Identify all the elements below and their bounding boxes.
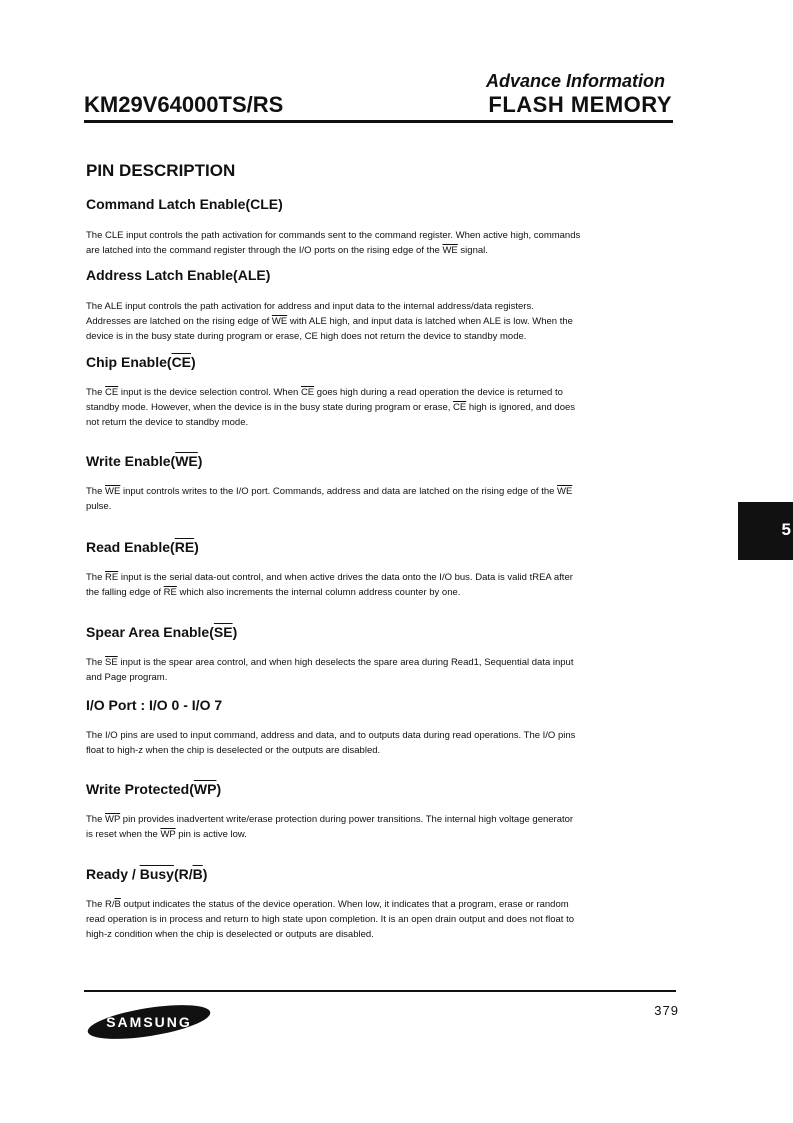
text-line: is reset when the $\overline{WP}$ pin is active low. (86, 829, 247, 840)
document-status-label: Advance Information (485, 71, 665, 91)
text-line: device is in the busy state during program or erase, CE high does not return the device to standby mode. (86, 331, 527, 342)
page-number: 379 (654, 1003, 679, 1018)
overlined-signal: $\overline{CE}$ (300, 387, 315, 398)
text-line: The $\overline{SE}$ input is the spear area control, and when high deselects the spare area during Read1, Sequential data input (86, 657, 574, 668)
text-line: The $R/\overline{B}$ output indicates the status of the device operation. When low, it indicates that a program, erase or random (86, 899, 569, 910)
overlined-signal: SE (213, 624, 233, 640)
overlined-signal: $\overline{WE}$ (442, 245, 458, 256)
pin-description-rb (86, 897, 674, 942)
document-type-title: FLASH MEMORY (488, 92, 672, 117)
overlined-signal: WE (175, 453, 198, 469)
text-line: standby mode. However, when the device is in the busy state during program or erase, $\overline{CE}$ high is ignored, and does (86, 402, 576, 413)
chapter-tab-number: 5 (781, 520, 791, 539)
section-title: PIN DESCRIPTION (86, 161, 236, 180)
overlined-signal: $\overline{WP}$ (105, 814, 121, 825)
pin-heading-se: Spear Area Enable(SE) (86, 624, 238, 640)
text-line: read operation is in process and return to high state upon completion. It is an open drain output and does not float to (86, 914, 574, 925)
samsung-logo (86, 1002, 216, 1040)
text-line: Addresses are latched on the rising edge of $\overline{WE}$ with ALE high, and input data is latched when ALE is low. When the (86, 316, 573, 327)
text-line: float to high-z when the chip is deselected or the outputs are disabled. (86, 745, 381, 756)
overlined-signal: WP (193, 781, 217, 797)
text-line: The $\overline{WE}$ input controls writes to the I/O port. Commands, address and data are latched on the rising edge of the $\overline{WE}$ (86, 486, 573, 497)
text-line: The CLE input controls the path activation for commands sent to the command register. When active high, commands (86, 230, 581, 241)
overlined-signal: Busy (139, 866, 174, 882)
overlined-signal: $\overline{CE}$ (105, 387, 119, 398)
header-divider (84, 120, 673, 123)
text-line: The $\overline{RE}$ input is the serial data-out control, and when active drives the data onto the I/O bus. Data is valid tREA after (86, 572, 573, 583)
text-line: The I/O pins are used to input command, address and data, and to outputs data during read operations. The I/O pins (86, 730, 576, 741)
overlined-signal: $\overline{WE}$ (105, 486, 121, 497)
pin-description-cle (86, 228, 674, 258)
text-line: The ALE input controls the path activation for address and input data to the internal address/data registers. (86, 301, 534, 312)
overlined-signal: RE (174, 539, 195, 555)
text-line: The $\overline{WP}$ pin provides inadvertent write/erase protection during power transitions. The internal high voltage generator (86, 814, 574, 825)
footer-divider (84, 990, 676, 992)
overlined-signal: $\overline{WE}$ (271, 316, 288, 327)
pin-description-wp (86, 812, 674, 842)
part-number-title: KM29V64000TS/RS (84, 92, 284, 117)
pin-description-io (86, 728, 674, 758)
text-line: high-z condition when the chip is deselected or outputs are disabled. (86, 929, 374, 940)
overlined-signal: $\overline{WE}$ (557, 486, 573, 497)
overlined-signal: $\overline{CE}$ (453, 402, 467, 413)
pin-heading-io: I/O Port : I/O 0 - I/O 7 (86, 697, 223, 713)
pin-description-ce (86, 385, 674, 430)
overlined-signal: B (192, 866, 203, 882)
pin-heading-re: Read Enable(RE) (86, 539, 199, 555)
text-line: not return the device to standby mode. (86, 417, 249, 428)
pin-heading-rb: Ready / Busy(R/B) (86, 866, 208, 882)
pin-description-re (86, 570, 674, 600)
overlined-signal: $\overline{RE}$ (163, 587, 177, 598)
pin-heading-we: Write Enable(WE) (86, 453, 203, 469)
pin-heading-ce: Chip Enable(CE) (86, 354, 196, 370)
pin-description-se (86, 655, 674, 685)
chapter-tab (738, 502, 793, 560)
overlined-signal: $\overline{B}$ (114, 899, 121, 910)
svg-text:SAMSUNG: SAMSUNG (106, 1014, 192, 1030)
pin-heading-cle: Command Latch Enable(CLE) (86, 196, 283, 212)
pin-description-we (86, 484, 674, 514)
text-line: pulse. (86, 501, 112, 512)
pin-heading-wp: Write Protected(WP) (86, 781, 222, 797)
overlined-signal: $\overline{RE}$ (105, 572, 119, 583)
text-line: the falling edge of $\overline{RE}$ which also increments the internal column address counter by one. (86, 587, 461, 598)
text-line: and Page program. (86, 672, 168, 683)
text-line: The $\overline{CE}$ input is the device selection control. When $\overline{CE}$ goes high during a read operation the device is returned to (86, 387, 563, 398)
overlined-signal: CE (171, 354, 192, 370)
pin-description-ale (86, 299, 674, 344)
overlined-signal: $\overline{WP}$ (160, 829, 176, 840)
overlined-signal: $\overline{SE}$ (105, 657, 118, 668)
pin-heading-ale: Address Latch Enable(ALE) (86, 267, 271, 283)
text-line: are latched into the command register through the I/O ports on the rising edge of the $\overline{WE}$ signal. (86, 245, 488, 256)
